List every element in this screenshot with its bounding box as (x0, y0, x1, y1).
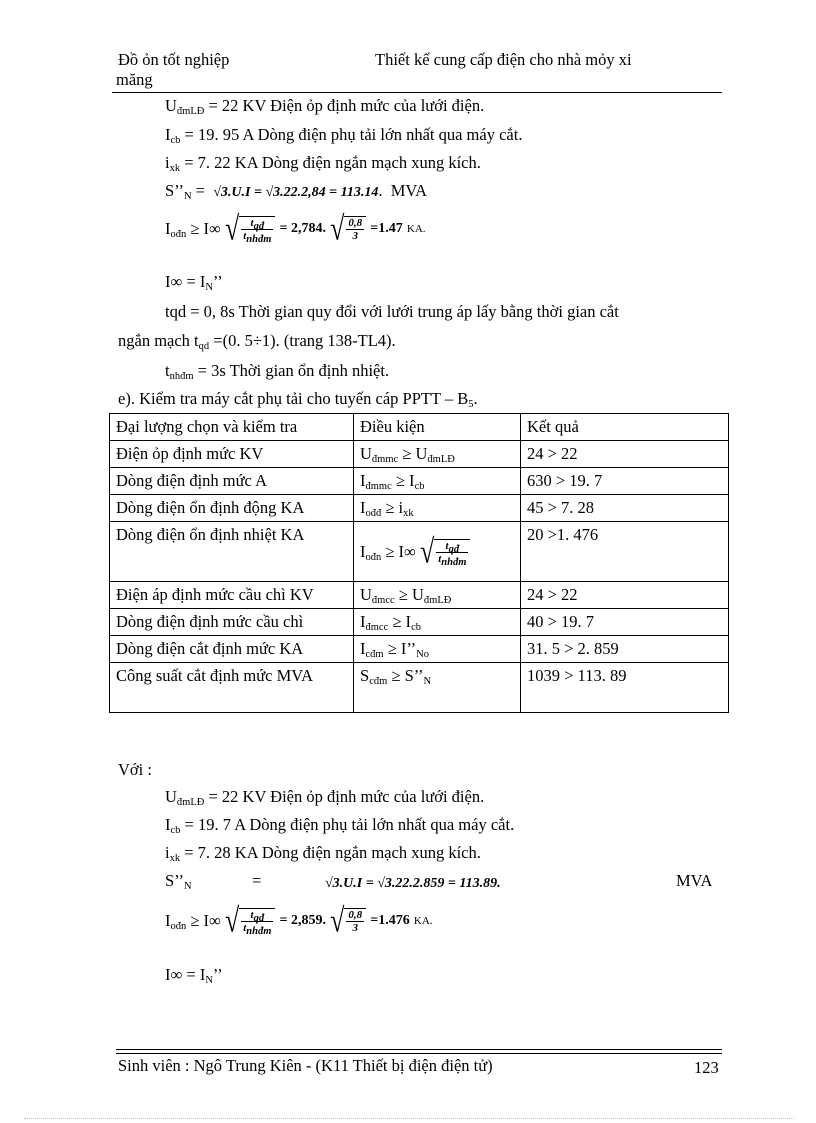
table-header: Điều kiện (354, 414, 521, 441)
table-cell: Dòng điện cắt định mức KA (110, 636, 354, 663)
line-iodn-2: $I_{ođn} \ge I\infty$ √ $\frac{t_{qđ}}{t_{nhđm}}$ = 2,859. √ $\frac{0,8}{3}$ =1.476 KA. (165, 901, 433, 940)
line-sn-2: $S’’_N$ (165, 871, 192, 892)
table-row (110, 636, 729, 663)
voi-label: Với : (118, 760, 152, 779)
check-table (109, 413, 729, 713)
table-row (110, 663, 729, 713)
line-udm-2: $U_{đmLĐ} = 22$ KV Điện ỏp định mức của lưới điện. (165, 787, 485, 808)
footer-text: Sinh viên : Ngô Trung Kiên - (K11 Thiết bị điện điện tử) (118, 1056, 493, 1075)
table-cell: Dòng điện ổn định động KA (110, 495, 354, 522)
table-header: Kết quả (521, 414, 729, 441)
table-cell: Điện áp định mức cầu chì KV (110, 582, 354, 609)
table-cell: Dòng điện định mức cầu chì (110, 609, 354, 636)
line-sn: $S’’_N = √3.U.I = √3.22.2,84 = 113.14$. MVA (165, 181, 428, 202)
table-cell: 40 > 19. 7 (521, 609, 729, 636)
table-cell: $I_{cđm}$ ≥ $I’’_{No}$ (354, 636, 521, 663)
header-left: Đồ ỏn tốt nghiệp (118, 50, 230, 69)
sn-formula: √3.U.I = √3.22.2,84 = 113.14 (213, 185, 379, 200)
table-header: Đại lượng chọn và kiểm tra (110, 414, 354, 441)
table-cell: $I_{ođn} \ge I\infty$ √ $\frac{t_{qđ}}{t_{nhđm}}$ (354, 522, 521, 582)
table-cell: $I_{đmcc} \ge I_{cb}$ (354, 609, 521, 636)
table-row (110, 441, 729, 468)
table-row (110, 495, 729, 522)
table-row (110, 609, 729, 636)
table-cell: $I_{ođđ} \ge i_{xk}$ (354, 495, 521, 522)
footer-rule-double (116, 1053, 722, 1054)
table-header-row (110, 414, 729, 441)
table-cell: Điện ỏp định mức KV (110, 441, 354, 468)
sn-unit-2: MVA (676, 871, 713, 890)
line-iinf: $I\infty = I_N$’’ (165, 272, 223, 293)
table-cell: 1039 > 113. 89 (521, 663, 729, 713)
header-rule (112, 92, 722, 93)
line-iinf-2: $I\infty = I_N$’’ (165, 965, 223, 986)
table-cell: Dòng điện định mức A (110, 468, 354, 495)
footer-rule (116, 1049, 722, 1050)
line-tnhdm: $t_{nhđm} = 3s$ Thời gian ổn định nhiệt. (165, 361, 390, 382)
page-number: 123 (694, 1058, 719, 1077)
table-cell: 24 > 22 (521, 582, 729, 609)
table-cell: Dòng điện ổn định nhiệt KA (110, 522, 354, 582)
table-cell: $U_{đmcc} \ge U_{đmLĐ}$ (354, 582, 521, 609)
table-row (110, 582, 729, 609)
table-cell: $I_{đmmc} \ge I_{cb}$ (354, 468, 521, 495)
table-cell: 630 > 19. 7 (521, 468, 729, 495)
equals-sign: = (252, 871, 262, 890)
table-cell: $U_{đmmc} \ge U_{đmLĐ}$ (354, 441, 521, 468)
table-row (110, 522, 729, 582)
line-tqd-cont: ngắn mạch $t_{qd} =(0$. 5÷1). (trang 138-TL4). (118, 331, 396, 352)
line-tqd: tqd = 0, 8s Thời gian quy đổi với lưới trung áp lấy bằng thời gian cắt (165, 302, 619, 321)
table-cell: 45 > 7. 28 (521, 495, 729, 522)
section-title: e). Kiểm tra máy cắt phụ tải cho tuyến cáp PPTT – $B_5$. (118, 389, 478, 410)
sn-formula-2: √3.U.I = √3.22.2.859 = 113.89. (325, 876, 501, 891)
table-cell: 24 > 22 (521, 441, 729, 468)
header-left-continued: măng (116, 70, 153, 89)
table-cell: $S_{cđm}$ ≥ $S’’_N$ (354, 663, 521, 713)
line-icb-2: $I_{cb} = 19$. 7 A Dòng điện phụ tải lớn nhất qua máy cắt. (165, 815, 515, 836)
line-ixk-2: $i_{xk} = 7$. 28 KA Dòng điện ngắn mạch xung kích. (165, 843, 481, 864)
line-iodn: $I_{ođn} \ge I\infty$ √ $\frac{t_{qđ}}{t_{nhđm}}$ = 2,784. √ $\frac{0,8}{3}$ =1.47 KA. (165, 209, 426, 248)
line-icb: $I_{cb} = 19$. 95 A Dòng điện phụ tải lớn nhất qua máy cắt. (165, 125, 523, 146)
table-cell: Công suất cắt định mức MVA (110, 663, 354, 713)
line-ixk: $i_{xk} = 7$. 22 KA Dòng điện ngắn mạch xung kích. (165, 153, 481, 174)
header-right: Thiết kế cung cấp điện cho nhà mỏy xi (375, 50, 632, 69)
table-cell: 20 >1. 476 (521, 522, 729, 582)
table-row (110, 468, 729, 495)
table-cell: 31. 5 > 2. 859 (521, 636, 729, 663)
bottom-dotted-border (24, 1118, 794, 1119)
line-udm: $U_{đmLĐ} = 22$ KV Điện ỏp định mức của lưới điện. (165, 96, 485, 117)
